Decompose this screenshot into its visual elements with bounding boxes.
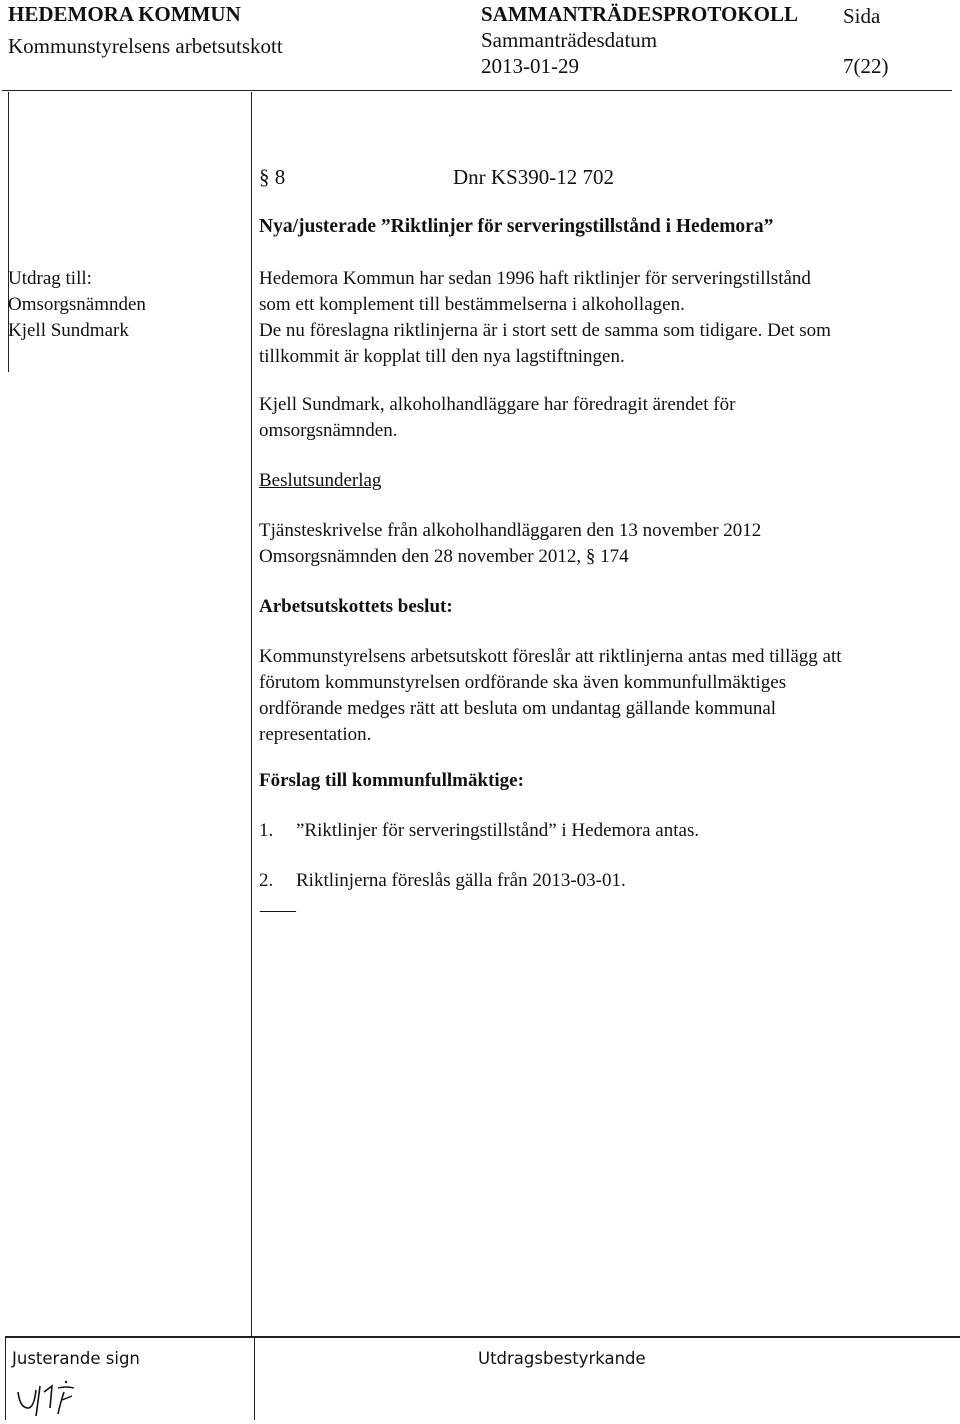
basis-item: Tjänsteskrivelse från alkoholhandläggaren den 13 november 2012: [259, 520, 762, 541]
text-line: representation.: [259, 724, 372, 745]
page-label: Sida: [843, 4, 881, 28]
recipient: Kjell Sundmark: [8, 320, 129, 341]
sign-label: Justerande sign: [12, 1349, 140, 1368]
decision-paragraph: [259, 644, 842, 748]
decision-heading: Arbetsutskottets beslut:: [259, 596, 453, 617]
meeting-date: 2013-01-29: [481, 54, 579, 78]
proposal-number: 1.: [259, 820, 274, 841]
proposal-item: [259, 818, 700, 844]
proposal-number: 2.: [259, 870, 274, 891]
committee-name: Kommunstyrelsens arbetsutskott: [8, 34, 283, 58]
municipality-name: HEDEMORA KOMMUN: [8, 2, 241, 26]
recipient: Omsorgsnämnden: [8, 294, 146, 315]
meeting-date-label: Sammanträdesdatum: [481, 28, 658, 52]
text-line: ordförande medges rätt att besluta om undantag gällande kommunal: [259, 698, 777, 719]
end-mark: ——: [260, 900, 294, 921]
text-line: De nu föreslagna riktlinjerna är i stort sett de samma som tidigare. Det som: [259, 320, 831, 341]
footer-left-border: [5, 1336, 6, 1420]
text-line: omsorgsnämnden.: [259, 420, 398, 441]
proposal-text: Riktlinjerna föreslås gälla från 2013-03-01.: [296, 870, 626, 891]
text-line: tillkommit är kopplat till den nya lagstiftningen.: [259, 346, 625, 367]
text-line: förutom kommunstyrelsen ordförande ska även kommunfullmäktiges: [259, 672, 787, 693]
presenter-paragraph: [259, 392, 735, 444]
basis-item: Omsorgsnämnden den 28 november 2012, § 174: [259, 546, 629, 567]
intro-paragraph: [259, 266, 831, 370]
section-title: Nya/justerade ”Riktlinjer för serveringstillstånd i Hedemora”: [259, 216, 774, 237]
distribution-label: Utdrag till:: [8, 268, 92, 289]
text-line: Kjell Sundmark, alkoholhandläggare har föredragit ärendet för: [259, 394, 736, 415]
distribution-list: [8, 266, 146, 344]
paragraph-number: § 8: [259, 165, 286, 189]
proposal-heading: Förslag till kommunfullmäktige:: [259, 770, 524, 791]
extract-label: Utdragsbestyrkande: [478, 1349, 646, 1368]
signature-initials: [14, 1378, 114, 1422]
footer-rule: [5, 1336, 960, 1338]
case-number: Dnr KS390-12 702: [453, 165, 614, 189]
margin-divider: [251, 92, 252, 1336]
basis-list: [259, 518, 761, 570]
proposal-item: [259, 868, 626, 894]
text-line: Kommunstyrelsens arbetsutskott föreslår att riktlinjerna antas med tillägg att: [259, 646, 842, 667]
basis-heading: Beslutsunderlag: [259, 470, 382, 491]
footer-divider: [254, 1336, 255, 1420]
header-rule: [2, 90, 952, 91]
document-type: SAMMANTRÄDESPROTOKOLL: [481, 2, 798, 26]
text-line: som ett komplement till bestämmelserna i alkohollagen.: [259, 294, 685, 315]
proposal-text: ”Riktlinjer för serveringstillstånd” i Hedemora antas.: [296, 820, 700, 841]
page-number: 7(22): [843, 54, 889, 78]
text-line: Hedemora Kommun har sedan 1996 haft riktlinjer för serveringstillstånd: [259, 268, 811, 289]
